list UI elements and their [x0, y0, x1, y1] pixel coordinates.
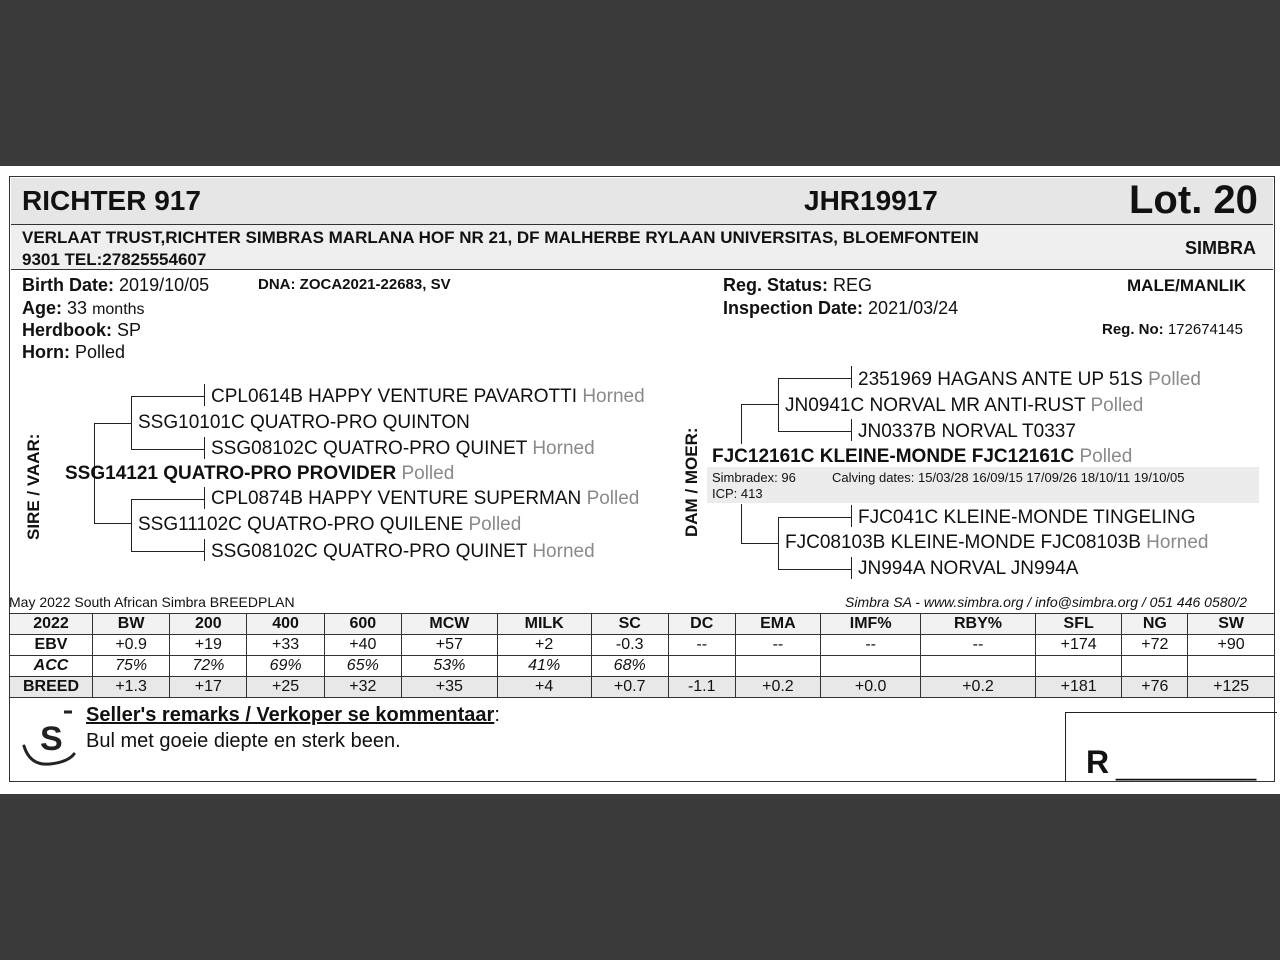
dam-animal	[712, 446, 1132, 468]
dam-s-top	[778, 378, 852, 379]
table-cell: -1.1	[668, 677, 735, 698]
table-cell: +25	[247, 677, 324, 698]
table-cell: 41%	[497, 656, 591, 677]
row-label: BREED	[10, 677, 93, 698]
reg-status-label: Reg. Status:	[723, 275, 829, 295]
table-cell: +40	[324, 635, 401, 656]
ebv-row	[10, 635, 1275, 656]
sire-sire: SSG10101C QUATRO-PRO QUINTON	[138, 412, 470, 433]
sire-animal-name: SSG14121 QUATRO-PRO PROVIDER	[65, 463, 397, 484]
breed-row	[10, 677, 1275, 698]
table-cell: 65%	[324, 656, 401, 677]
table-cell: +19	[170, 635, 247, 656]
reg-status	[723, 275, 872, 296]
column-header: EMA	[735, 614, 821, 635]
herdbook-label: Herdbook:	[22, 320, 112, 340]
table-cell: +0.0	[821, 677, 921, 698]
table-cell: --	[921, 635, 1036, 656]
column-header: BW	[93, 614, 170, 635]
dam-ss-name: 2351969 HAGANS ANTE UP 51S	[858, 369, 1143, 390]
dam-dam	[785, 532, 1208, 554]
table-cell: --	[735, 635, 821, 656]
reg-number-label: Reg. No:	[1102, 321, 1164, 338]
sire-s-bottom	[131, 449, 205, 450]
dam-dam-dam: JN994A NORVAL JN994A	[858, 558, 1079, 579]
table-cell: 72%	[170, 656, 247, 677]
sire-d-bracket	[131, 499, 132, 552]
sire-ds-horn: Polled	[586, 488, 640, 509]
dam-s-name: JN0941C NORVAL MR ANTI-RUST	[785, 395, 1086, 416]
table-cell: +0.7	[591, 677, 668, 698]
dam-sire-dam: JN0337B NORVAL T0337	[858, 421, 1076, 442]
inspection-label: Inspection Date:	[723, 298, 864, 318]
table-cell: +1.3	[93, 677, 170, 698]
column-header: MCW	[401, 614, 497, 635]
sire-ds-name: CPL0874B HAPPY VENTURE SUPERMAN	[211, 488, 582, 509]
sire-dd-tick	[204, 539, 205, 561]
breed-label: SIMBRA	[1185, 238, 1256, 258]
sire-d-top	[131, 499, 205, 500]
sire-ss-name: CPL0614B HAPPY VENTURE PAVAROTTI	[211, 386, 578, 407]
dam-sd-tick	[851, 419, 852, 441]
column-header: IMF%	[821, 614, 921, 635]
table-cell	[921, 656, 1036, 677]
table-cell: +181	[1035, 677, 1122, 698]
dam-side-label: DAM / MOER:	[682, 427, 701, 537]
dam-dd-tick	[851, 557, 852, 579]
column-header: RBY%	[921, 614, 1036, 635]
sire-dam-sire	[211, 488, 639, 510]
inspection-date	[723, 298, 958, 319]
herdbook	[22, 320, 141, 341]
dam-s-bottom	[778, 431, 852, 432]
dam-d-name: FJC08103B KLEINE-MONDE FJC08103B	[785, 532, 1141, 553]
table-cell: 53%	[401, 656, 497, 677]
horn-label: Horn:	[22, 342, 70, 362]
owner-line-1: VERLAAT TRUST,RICHTER SIMBRAS MARLANA HOF NR 21, DF MALHERBE RYLAAN UNIVERSITAS, BLOEMFONTEIN	[22, 228, 979, 247]
table-cell: +17	[170, 677, 247, 698]
dam-dam-sire: FJC041C KLEINE-MONDE TINGELING	[858, 507, 1196, 528]
calving-dates: Calving dates: 15/03/28 16/09/15 17/09/26 18/10/11 19/10/05	[832, 470, 1185, 485]
table-cell: +0.2	[735, 677, 821, 698]
price-box-left	[1065, 712, 1066, 782]
column-header: 600	[324, 614, 401, 635]
column-header: NG	[1122, 614, 1188, 635]
sire-d-bottom	[131, 551, 205, 552]
acc-row	[10, 656, 1275, 677]
animal-id: JHR19917	[804, 185, 938, 216]
dam-ds-tick	[851, 505, 852, 527]
sire-d-horn: Polled	[468, 514, 522, 535]
table-cell: --	[821, 635, 921, 656]
dam-animal-name: FJC12161C KLEINE-MONDE FJC12161C	[712, 446, 1075, 467]
sire-ss-tick	[204, 384, 205, 406]
table-cell: +0.9	[93, 635, 170, 656]
sire-s-bracket	[131, 396, 132, 449]
ebv-table	[9, 613, 1275, 698]
sire-sire-dam	[211, 438, 595, 460]
table-cell: +72	[1122, 635, 1188, 656]
logo-letter: S	[40, 720, 63, 758]
column-header: 400	[247, 614, 324, 635]
animal-name: RICHTER 917	[22, 185, 201, 216]
dam-ss-horn: Polled	[1148, 369, 1201, 390]
remarks-colon: :	[494, 704, 500, 726]
table-cell: +2	[497, 635, 591, 656]
dam-d-bracket	[778, 517, 779, 570]
age-unit: months	[92, 301, 145, 318]
table-cell	[735, 656, 821, 677]
column-header: SW	[1188, 614, 1275, 635]
sire-animal-horn: Polled	[401, 463, 455, 484]
sire-sd-horn: Horned	[532, 438, 595, 459]
icp: ICP: 413	[712, 486, 763, 501]
sire-bracket-top	[94, 423, 132, 424]
table-cell: --	[668, 635, 735, 656]
price-blank: _________	[1116, 750, 1257, 781]
sire-dam-dam	[211, 541, 595, 563]
dam-d-top	[778, 517, 852, 518]
table-cell	[1122, 656, 1188, 677]
table-cell: +90	[1188, 635, 1275, 656]
sire-sd-tick	[204, 437, 205, 459]
column-header: SFL	[1035, 614, 1122, 635]
breedplan-date: May 2022 South African Simbra BREEDPLAN	[9, 594, 295, 610]
inspection-value: 2021/03/24	[868, 298, 959, 318]
table-year: 2022	[10, 614, 93, 635]
owner-line-2: 9301 TEL:27825554607	[22, 250, 207, 269]
dam-d-horn: Horned	[1146, 532, 1209, 553]
birth-date	[22, 275, 209, 296]
sire-ds-tick	[204, 487, 205, 509]
table-cell: 68%	[591, 656, 668, 677]
sire-dd-horn: Horned	[532, 541, 595, 562]
table-cell	[821, 656, 921, 677]
table-cell: +4	[497, 677, 591, 698]
table-cell: +35	[401, 677, 497, 698]
sire-dd-name: SSG08102C QUATRO-PRO QUINET	[211, 541, 528, 562]
row-label: EBV	[10, 635, 93, 656]
table-cell	[668, 656, 735, 677]
sire-sire-sire	[211, 386, 645, 408]
table-cell: +174	[1035, 635, 1122, 656]
sire-s-top	[131, 396, 205, 397]
reg-number-value: 172674145	[1167, 321, 1243, 338]
simbra-contact: Simbra SA - www.simbra.org / info@simbra.org / 051 446 0580/2	[845, 594, 1247, 610]
price-box-top	[1065, 712, 1277, 713]
dam-s-horn: Polled	[1090, 395, 1144, 416]
birth-date-value: 2019/10/05	[119, 275, 210, 295]
table-cell: -0.3	[591, 635, 668, 656]
table-cell	[1035, 656, 1122, 677]
dam-upper-bracket	[741, 404, 742, 444]
top-backdrop	[0, 0, 1280, 166]
row-label: ACC	[10, 656, 93, 677]
dam-ss-tick	[851, 366, 852, 388]
dam-animal-horn: Polled	[1079, 446, 1133, 467]
sire-animal	[65, 463, 454, 485]
column-header: DC	[668, 614, 735, 635]
dam-sire	[785, 395, 1143, 417]
sire-ss-horn: Horned	[582, 386, 645, 407]
reg-status-value: REG	[833, 275, 873, 295]
horn-status	[22, 342, 125, 363]
sire-bracket-bottom	[94, 523, 132, 524]
table-cell: 69%	[247, 656, 324, 677]
simbra-logo	[20, 708, 80, 768]
bottom-backdrop	[0, 794, 1280, 960]
table-cell: +76	[1122, 677, 1188, 698]
remarks-title: Seller's remarks / Verkoper se kommentaar	[86, 704, 495, 726]
table-cell: +0.2	[921, 677, 1036, 698]
dam-d-bottom	[778, 569, 852, 570]
sire-d-name: SSG11102C QUATRO-PRO QUILENE	[138, 514, 464, 535]
table-cell: +33	[247, 635, 324, 656]
dam-s-bracket	[778, 378, 779, 431]
birth-date-label: Birth Date:	[22, 275, 115, 295]
remarks-heading	[86, 704, 500, 727]
table-cell: +57	[401, 635, 497, 656]
sire-sd-name: SSG08102C QUATRO-PRO QUINET	[211, 438, 528, 459]
sex: MALE/MANLIK	[1127, 276, 1246, 295]
age-label: Age:	[22, 298, 62, 318]
remarks-text: Bul met goeie diepte en sterk been.	[86, 730, 401, 752]
horn-value: Polled	[75, 342, 126, 362]
table-cell: 75%	[93, 656, 170, 677]
simbradex: Simbradex: 96	[712, 470, 796, 485]
dna-info: DNA: ZOCA2021-22683, SV	[258, 276, 451, 293]
column-header: SC	[591, 614, 668, 635]
sire-side-label: SIRE / VAAR:	[24, 433, 43, 540]
table-cell: +125	[1188, 677, 1275, 698]
lot-number: Lot. 20	[1129, 178, 1258, 222]
table-header-row	[10, 614, 1275, 635]
column-header: 200	[170, 614, 247, 635]
sire-dam	[138, 514, 521, 536]
price-label: R	[1086, 744, 1110, 780]
dam-sire-sire	[858, 369, 1201, 391]
reg-number	[1102, 321, 1243, 338]
dam-upper-top	[741, 404, 779, 405]
column-header: MILK	[497, 614, 591, 635]
dam-lower-bottom	[741, 543, 779, 544]
table-cell	[1188, 656, 1275, 677]
dam-lower-bracket	[741, 504, 742, 544]
simbradex-box	[707, 467, 1259, 503]
herdbook-value: SP	[117, 320, 142, 340]
table-cell: +32	[324, 677, 401, 698]
age	[22, 298, 145, 319]
age-value: 33	[67, 298, 88, 318]
